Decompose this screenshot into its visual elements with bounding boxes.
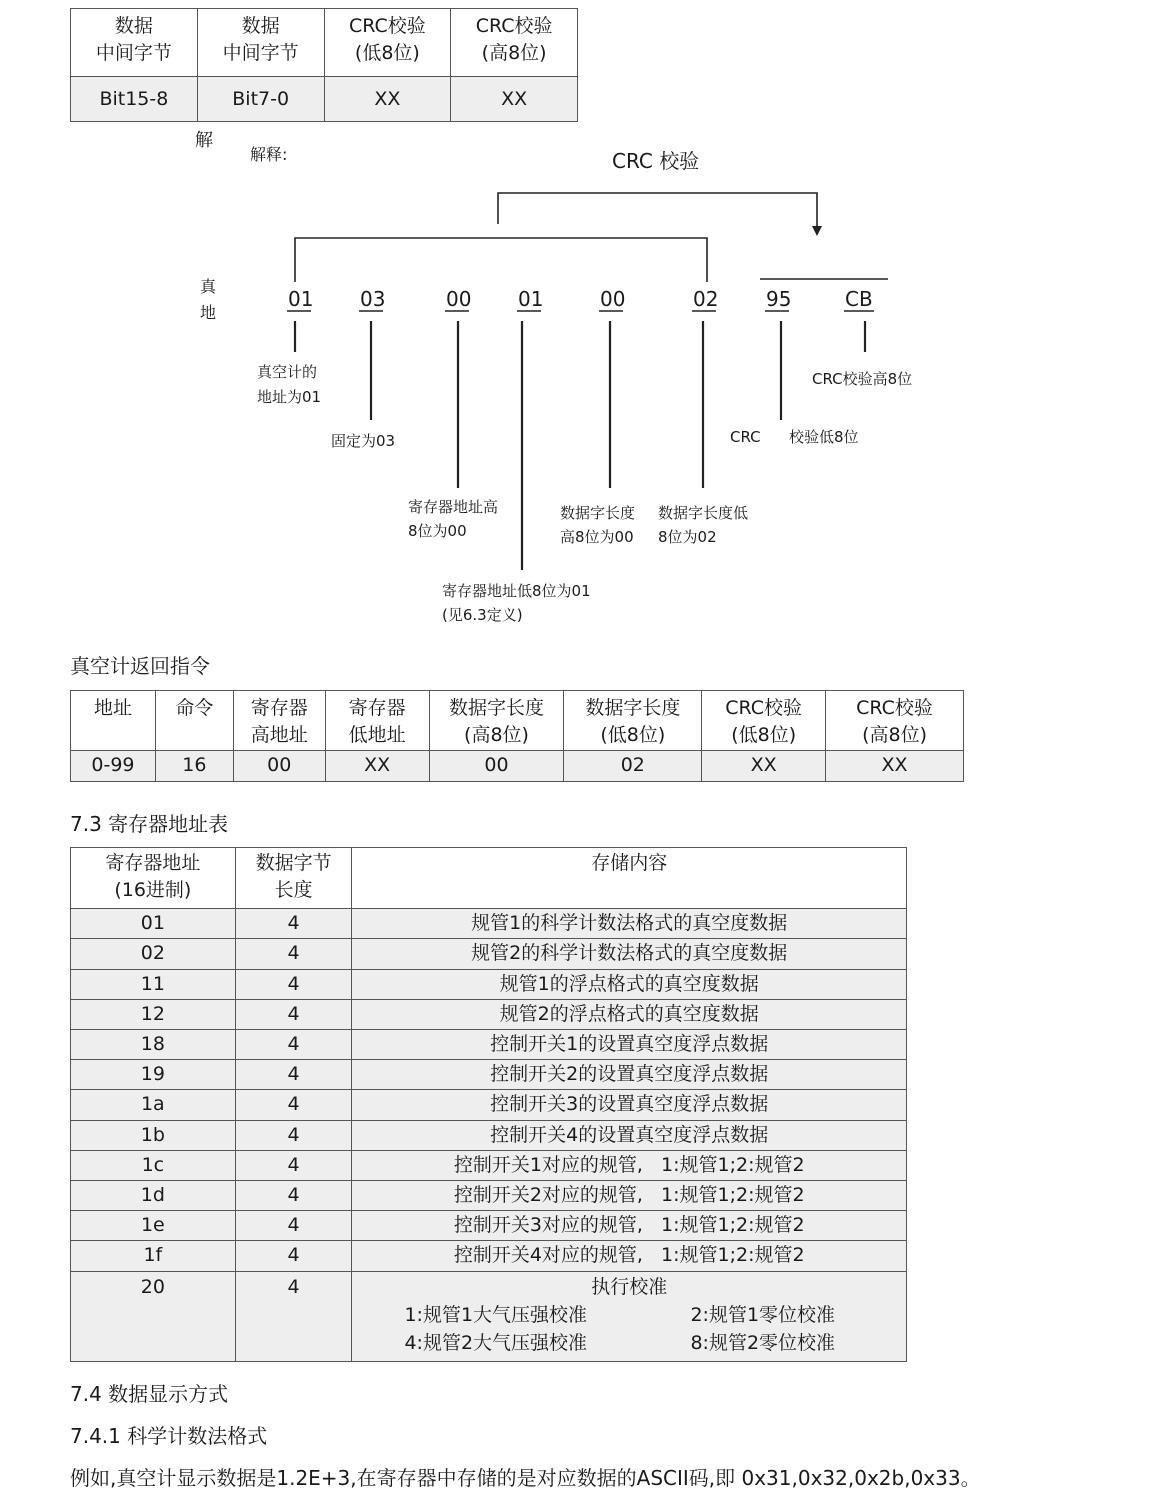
table-row (71, 1271, 907, 1361)
table-cell: 1c (71, 1150, 236, 1180)
table-cell: 0-99 (71, 751, 156, 782)
data-bracket (295, 238, 707, 282)
ann-len-hi: 数据字长度 (560, 504, 636, 522)
table-cell: 4 (235, 909, 352, 939)
header-cell: 寄存器地址 (16进制) (71, 848, 236, 909)
header-cell: CRC校验 (高8位) (451, 9, 578, 77)
section-7-4-1-heading: 7.4.1 科学计数法格式 (70, 1424, 268, 1448)
header-cell: 数据 中间字节 (197, 9, 324, 77)
header-cell: CRC校验 (低8位) (702, 691, 826, 751)
arrow-head-icon (812, 226, 822, 236)
annotations (257, 363, 912, 624)
table-cell: 控制开关2的设置真空度浮点数据 (352, 1060, 907, 1090)
table-cell: XX (826, 751, 964, 782)
table-cell: 1a (71, 1090, 236, 1120)
table-row (71, 1029, 907, 1059)
register-table (70, 847, 907, 1362)
table-row (71, 1060, 907, 1090)
ann-address-2: 地址为01 (257, 388, 322, 406)
table-cell: 00 (233, 751, 325, 782)
table-row (71, 969, 907, 999)
table-row (71, 1181, 907, 1211)
table-cell: 16 (155, 751, 233, 782)
table-cell: XX (325, 751, 429, 782)
table-cell: 控制开关1的设置真空度浮点数据 (352, 1029, 907, 1059)
table-cell: Bit15-8 (71, 77, 198, 122)
table-cell: XX (451, 77, 578, 122)
table-cell: 1d (71, 1181, 236, 1211)
ann-crc-lo-a: CRC (730, 428, 761, 446)
ann-len-hi-2: 高8位为00 (560, 528, 634, 546)
table-cell: 02 (71, 939, 236, 969)
byte-row (288, 287, 873, 311)
header-cell: 数据字长度 (低8位) (564, 691, 702, 751)
header-cell: 存储内容 (352, 848, 907, 909)
byte-value: 00 (600, 287, 626, 311)
ann-crc-hi: CRC校验高8位 (812, 370, 913, 388)
table-cell: 规管2的浮点格式的真空度数据 (352, 999, 907, 1029)
crc-title: CRC 校验 (612, 149, 700, 173)
table-row (71, 1150, 907, 1180)
calibration-option: 8:规管2零位校准 (690, 1331, 836, 1354)
table-cell: XX (324, 77, 451, 122)
byte-value: 01 (288, 287, 314, 311)
header-cell: CRC校验 (高8位) (826, 691, 964, 751)
section-7-3-heading: 7.3 寄存器地址表 (70, 812, 229, 836)
byte-value: 01 (518, 287, 544, 311)
header-cell: CRC校验 (低8位) (324, 9, 451, 77)
return-title: 真空计返回指令 (70, 654, 210, 678)
header-cell: 寄存器 高地址 (233, 691, 325, 751)
table-row (71, 1211, 907, 1241)
ann-len-lo: 数据字长度低 (658, 504, 749, 522)
ann-crc-lo-b: 校验低8位 (789, 428, 859, 446)
table-cell: Bit7-0 (197, 77, 324, 122)
table-cell: 1f (71, 1241, 236, 1271)
header-cell: 命令 (155, 691, 233, 751)
calibration-option: 2:规管1零位校准 (690, 1303, 836, 1326)
byte-value: CB (845, 287, 873, 311)
ann-reg-hi: 寄存器地址高 (408, 498, 499, 516)
byte-value: 00 (446, 287, 472, 311)
table-cell: 02 (564, 751, 702, 782)
table-cell: 1e (71, 1211, 236, 1241)
table-cell: 18 (71, 1029, 236, 1059)
table-cell: 规管2的科学计数法格式的真空度数据 (352, 939, 907, 969)
table-cell: 4 (235, 1029, 352, 1059)
byte-value: 95 (766, 287, 792, 311)
table-cell: 控制开关3的设置真空度浮点数据 (352, 1090, 907, 1120)
table-row (71, 939, 907, 969)
table-cell: 11 (71, 969, 236, 999)
table-cell: 4 (235, 1211, 352, 1241)
table-row (71, 1090, 907, 1120)
ann-fixed: 固定为03 (331, 432, 396, 450)
header-cell: 地址 (71, 691, 156, 751)
header-cell: 寄存器 低地址 (325, 691, 429, 751)
calibration-title: 执行校准 (591, 1275, 668, 1298)
table-cell: 4 (235, 1181, 352, 1211)
table-cell: 4 (235, 999, 352, 1029)
table-cell: 4 (235, 1241, 352, 1271)
table-row (71, 999, 907, 1029)
table-cell: 规管1的浮点格式的真空度数据 (352, 969, 907, 999)
table-row (71, 1241, 907, 1271)
table-cell: 控制开关3对应的规管, 1:规管1;2:规管2 (352, 1211, 907, 1241)
table-cell: 规管1的科学计数法格式的真空度数据 (352, 909, 907, 939)
calibration-option: 4:规管2大气压强校准 (404, 1331, 588, 1354)
ann-address: 真空计的 (257, 363, 318, 381)
ann-reg-hi-2: 8位为00 (408, 522, 467, 540)
table-cell: 控制开关2对应的规管, 1:规管1;2:规管2 (352, 1181, 907, 1211)
stray-margin: 真 地 (200, 277, 217, 322)
table-cell: 4 (235, 939, 352, 969)
frame-diagram (0, 0, 1167, 640)
ann-len-lo-2: 8位为02 (658, 528, 717, 546)
table-cell: 4 (235, 969, 352, 999)
table-cell: 00 (429, 751, 564, 782)
byte-value: 02 (693, 287, 719, 311)
explain-label: 解释: (250, 145, 288, 164)
table-cell: 4 (235, 1120, 352, 1150)
table-cell: 控制开关4对应的规管, 1:规管1;2:规管2 (352, 1241, 907, 1271)
table-cell: 控制开关1对应的规管, 1:规管1;2:规管2 (352, 1150, 907, 1180)
return-table (70, 690, 964, 782)
calibration-option: 1:规管1大气压强校准 (404, 1303, 588, 1326)
table-cell: 4 (235, 1060, 352, 1090)
ann-reg-lo-2: (见6.3定义) (442, 606, 523, 624)
table-row (71, 909, 907, 939)
byte-value: 03 (360, 287, 386, 311)
table-cell: XX (702, 751, 826, 782)
table-cell: 01 (71, 909, 236, 939)
header-cell: 数据 中间字节 (71, 9, 198, 77)
table-cell: 1b (71, 1120, 236, 1150)
table-cell: 控制开关4的设置真空度浮点数据 (352, 1120, 907, 1150)
header-cell: 数据字节 长度 (235, 848, 352, 909)
table-cell: 4 (235, 1271, 352, 1361)
stray-char: 解 (195, 130, 213, 151)
section-7-4-heading: 7.4 数据显示方式 (70, 1382, 229, 1406)
example-paragraph: 例如,真空计显示数据是1.2E+3,在寄存器中存储的是对应数据的ASCII码,即 0x31,0x32,0x2b,0x33。 (70, 1466, 981, 1490)
table-cell: 4 (235, 1090, 352, 1120)
header-cell: 数据字长度 (高8位) (429, 691, 564, 751)
table-cell: 20 (71, 1271, 236, 1361)
ann-reg-lo: 寄存器地址低8位为01 (442, 582, 591, 600)
table-cell: 19 (71, 1060, 236, 1090)
calibration-cell (352, 1271, 907, 1361)
table-row (71, 1120, 907, 1150)
table-cell: 4 (235, 1150, 352, 1180)
crc-bracket (498, 193, 817, 228)
table-cell: 12 (71, 999, 236, 1029)
